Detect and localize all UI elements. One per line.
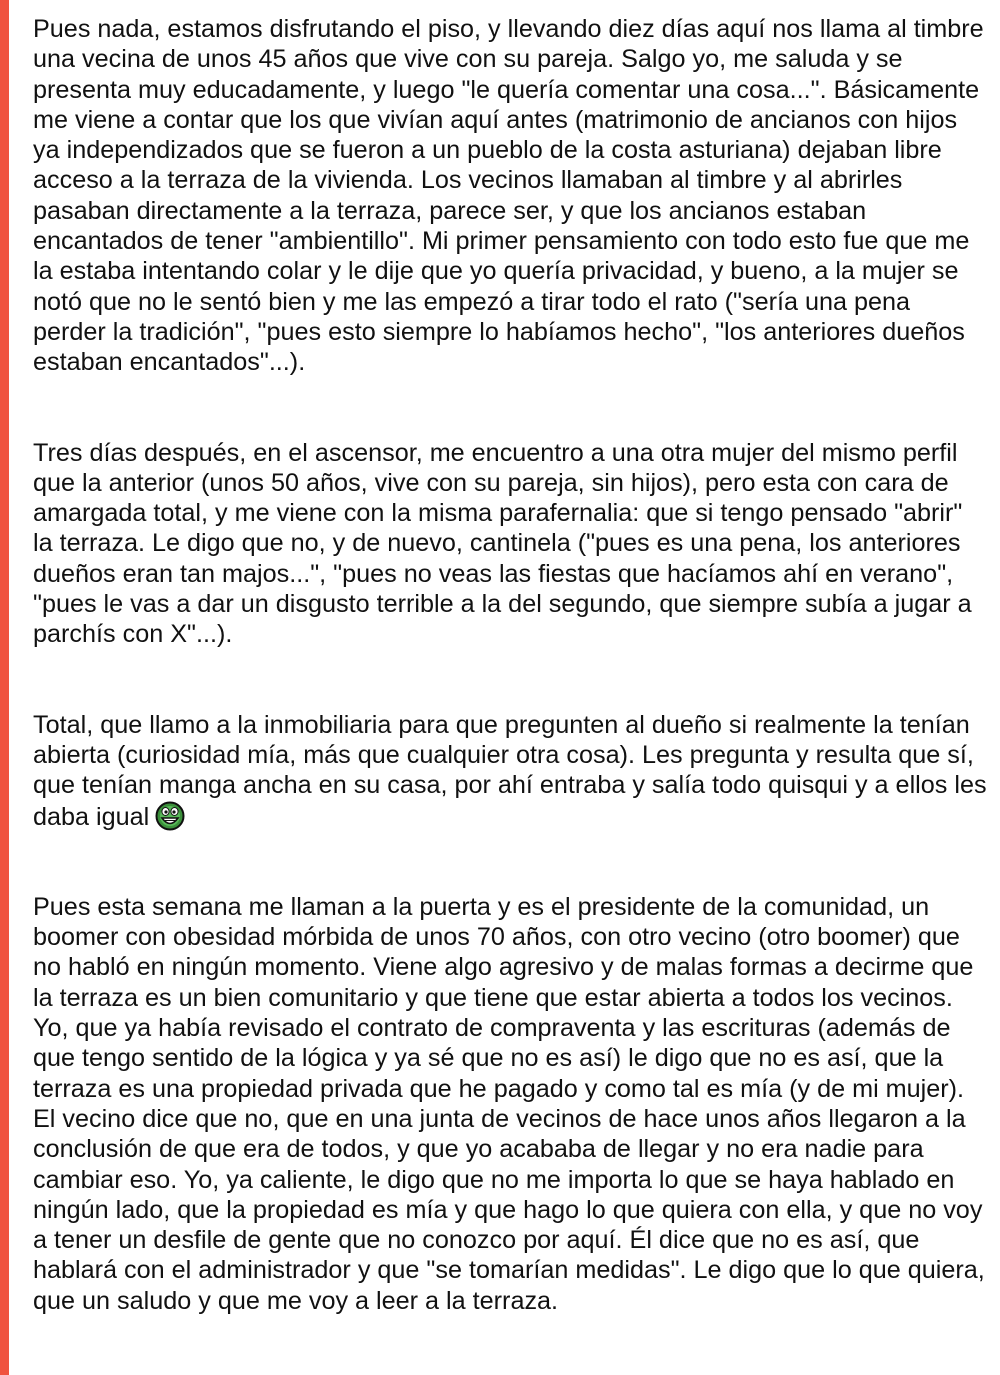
grinning-face-emoji-icon xyxy=(155,801,185,831)
paragraph-3 xyxy=(33,710,988,832)
paragraph-2: Tres días después, en el ascensor, me encuentro a una otra mujer del mismo perfil que la anterior (unos 50 años, vive con su pareja, sin hijos), pero esta con cara de amargada total, y me viene con la misma parafernalia: que si tengo pensado "abrir" la terraza. Le digo que no, y de nuevo, cantinela ("pues es una pena, los anteriores dueños eran tan majos...", "pues no veas las fiestas que hacíamos ahí en verano", "pues le vas a dar un disgusto terrible a la del segundo, que siempre subía a jugar a parchís con X"...). xyxy=(33,438,972,649)
post-body xyxy=(33,14,988,1316)
quote-accent-bar xyxy=(0,0,9,1375)
paragraph-1: Pues nada, estamos disfrutando el piso, y llevando diez días aquí nos llama al timbre una vecina de unos 45 años que vive con su pareja. Salgo yo, me saluda y se presenta muy educadamente, y luego "le quería comentar una cosa...". Básicamente me viene a contar que los que vivían aquí antes (matrimonio de ancianos con hijos ya independizados que se fueron a un pueblo de la costa asturiana) dejaban libre acceso a la terraza de la vivienda. Los vecinos llamaban al timbre y al abrirles pasaban directamente a la terraza, parece ser, y que los ancianos estaban encantados de tener "ambientillo". Mi primer pensamiento con todo esto fue que me la estaba intentando colar y le dije que yo quería privacidad, y bueno, a la mujer se notó que no le sentó bien y me las empezó a tirar todo el rato ("sería una pena perder la tradición", "pues esto siempre lo habíamos hecho", "los anteriores dueños estaban encantados"...). xyxy=(33,15,984,377)
paragraph-4: Pues esta semana me llaman a la puerta y es el presidente de la comunidad, un boomer con obesidad mórbida de unos 70 años, con otro vecino (otro boomer) que no habló en ningún momento. Viene algo agresivo y de malas formas a decirme que la terraza es un bien comunitario y que tiene que estar abierta a todos los vecinos. Yo, que ya había revisado el contrato de compraventa y las escrituras (además de que tengo sentido de la lógica y ya sé que no es así) le digo que no es así, que la terraza es una propiedad privada que he pagado y como tal es mía (y de mi mujer). El vecino dice que no, que en una junta de vecinos de hace unos años llegaron a la conclusión de que era de todos, y que yo acababa de llegar y no era nadie para cambiar eso. Yo, ya caliente, le digo que no me importa lo que se haya hablado en ningún lado, que la propiedad es mía y que hago lo que quiera con ella, y que no voy a tener un desfile de gente que no conozco por aquí. Él dice que no es así, que hablará con el administrador y que "se tomarían medidas". Le digo que lo que quiera, que un saludo y que me voy a leer a la terraza. xyxy=(33,892,985,1315)
paragraph-3-text: Total, que llamo a la inmobiliaria para que pregunten al dueño si realmente la tenían abierta (curiosidad mía, más que cualquier otra cosa). Les pregunta y resulta que sí, que tenían manga ancha en su casa, por ahí entraba y salía todo quisqui y a ellos les daba igual xyxy=(33,710,987,831)
